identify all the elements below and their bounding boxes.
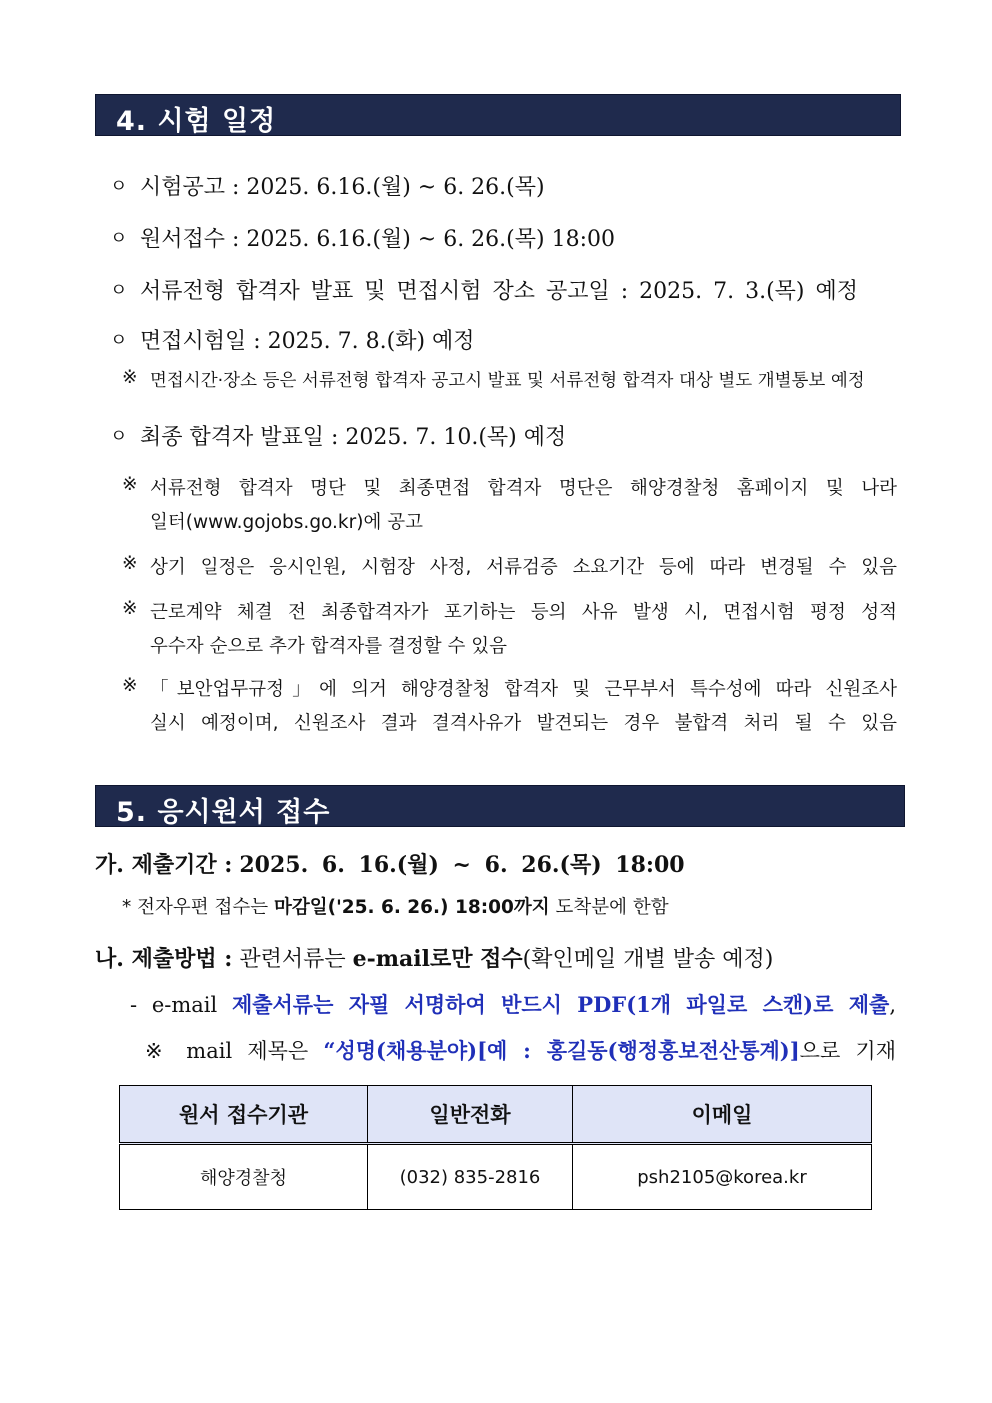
submission-method-detail: - e-mail 제출서류는 자필 서명하여 반드시 PDF(1개 파일로 스캔)로 제출, xyxy=(130,992,896,1017)
schedule-item-text: 원서접수 : 2025. 6.16.(월) ~ 6. 26.(목) 18:00 xyxy=(140,227,615,252)
agency-cell: 해양경찰청 xyxy=(120,1144,368,1210)
schedule-item-text: 시험공고 : 2025. 6.16.(월) ~ 6. 26.(목) xyxy=(140,175,545,200)
submission-period xyxy=(95,848,685,879)
schedule-item-text: 서류전형 합격자 발표 및 면접시험 장소 공고일 : 2025. 7. 3.(목) 예정 xyxy=(140,279,859,304)
submission-period-value: 2025. 6. 16.(월) ~ 6. 26.(목) 18:00 xyxy=(239,852,685,878)
section-5-header xyxy=(95,785,905,827)
header-phone: 일반전화 xyxy=(368,1086,573,1144)
interview-note-text: 면접시간·장소 등은 서류전형 합격자 공고시 발표 및 서류전형 합격자 대상 별도 개별통보 예정 xyxy=(150,371,865,391)
note-additional-pass: ※ 근로계약 체결 전 최종합격자가 포기하는 등의 사유 발생 시, 면접시험 평정 성적 우수자 순으로 추가 합격자를 결정할 수 있음 xyxy=(122,598,897,657)
header-email: 이메일 xyxy=(573,1086,872,1144)
note-security-check: ※ 「보안업무규정」에 의거 해양경찰청 합격자 및 근무부서 특수성에 따라 신원조사 실시 예정이며, 신원조사 결과 결격사유가 발견되는 경우 불합격 처리 될 수 있음 xyxy=(122,675,897,734)
table-row xyxy=(120,1144,872,1210)
mail-title-rule: ※ mail 제목은 “성명(채용분야)[예 : 홍길동(행정홍보전산통계)]으로 기재 xyxy=(145,1038,896,1063)
note-schedule-change: ※ 상기 일정은 응시인원, 시험장 사정, 서류검증 소요기간 등에 따라 변경될 수 있음 xyxy=(122,553,897,578)
submission-period-note: * 전자우편 접수는 마감일('25. 6. 26.) 18:00까지 도착분에 한함 xyxy=(122,897,669,918)
section-4-title: 4. 시험 일정 xyxy=(116,106,277,137)
section-5-title: 5. 응시원서 접수 xyxy=(116,797,331,828)
header-agency: 원서 접수기관 xyxy=(120,1086,368,1144)
section-4-header xyxy=(95,94,901,136)
schedule-item-text: 최종 합격자 발표일 : 2025. 7. 10.(목) 예정 xyxy=(140,425,567,450)
submission-method-label: 나. 제출방법 : xyxy=(95,946,233,972)
table-header-row xyxy=(120,1086,872,1144)
email-cell: psh2105@korea.kr xyxy=(573,1144,872,1210)
schedule-item-text: 면접시험일 : 2025. 7. 8.(화) 예정 xyxy=(140,329,475,354)
submission-period-label: 가. 제출기간 : xyxy=(95,852,233,878)
note-announcement-place: ※ 서류전형 합격자 명단 및 최종면접 합격자 명단은 해양경찰청 홈페이지 및 나라 일터(www.gojobs.go.kr)에 공고 xyxy=(122,474,897,533)
phone-cell: (032) 835-2816 xyxy=(368,1144,573,1210)
submission-method: 나. 제출방법 : 관련서류는 e-mail로만 접수(확인메일 개별 발송 예정) xyxy=(95,946,774,972)
contact-table xyxy=(119,1085,872,1210)
